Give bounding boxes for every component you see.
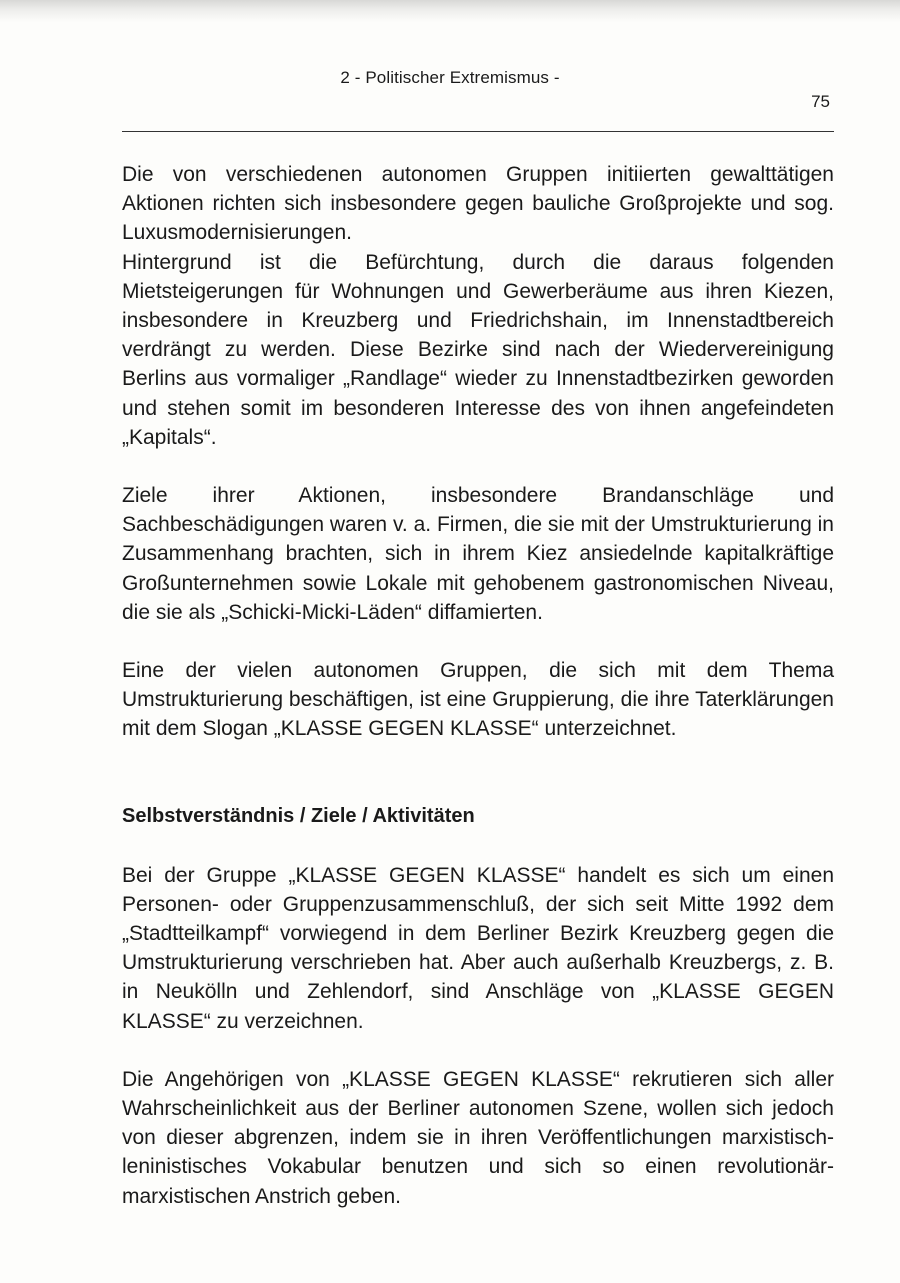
paragraph-background: Hintergrund ist die Befürchtung, durch die daraus folgenden Mietsteigerungen für Wohnungen und Gewerberäume aus ihren Kiezen, insbesondere in Kreuzberg und Friedrichshain, im Innenstadtbereich verdrängt zu werden. Diese Bezirke sind nach der Wiedervereinigung Berlins aus vormaliger „Randlage“ wieder zu Innenstadtbezirken geworden und stehen somit im besonderen Interesse des von ihnen angefeindeten „Kapitals“.	[122, 250, 834, 449]
paragraph-targets: Ziele ihrer Aktionen, insbesondere Brandanschläge und Sachbeschädigungen waren v. a. Firmen, die sie mit der Umstrukturierung in Zusammenhang brachten, sich in ihrem Kiez ansiedelnde kapitalkräftige Großunternehmen sowie Lokale mit gehobenem gastronomischen Niveau, die sie als „Schicki-Micki-Läden“ diffamierten.	[122, 484, 834, 624]
running-header: 2 - Politischer Extremismus -	[340, 68, 560, 87]
scan-edge-shadow	[0, 0, 900, 22]
section-heading: Selbstverständnis / Ziele / Aktivitäten	[122, 804, 475, 827]
header-rule	[122, 131, 834, 132]
body-text	[122, 160, 834, 1211]
paragraph-self-image: Bei der Gruppe „KLASSE GEGEN KLASSE“ handelt es sich um einen Personen- oder Gruppenzusammenschluß, der sich seit Mitte 1992 dem „Stadtteilkampf“ vorwiegend in dem Berliner Bezirk Kreuzberg gegen die Umstrukturierung verschrieben hat. Aber auch außerhalb Kreuzbergs, z. B. in Neukölln und Zehlendorf, sind Anschläge von „KLASSE GEGEN KLASSE“ zu verzeichnen.	[122, 863, 834, 1033]
page-number: 75	[811, 92, 830, 111]
paragraph-intro: Die von verschiedenen autonomen Gruppen initiierten gewalttätigen Aktionen richten sich insbesondere gegen bauliche Großprojekte und sog. Luxusmodernisierungen.	[122, 163, 834, 245]
paragraph-group: Eine der vielen autonomen Gruppen, die sich mit dem Thema Umstrukturierung beschäftigen, ist eine Gruppierung, die ihre Taterklärungen mit dem Slogan „KLASSE GEGEN KLASSE“ unterzeichnet.	[122, 659, 834, 741]
paragraph-members: Die Angehörigen von „KLASSE GEGEN KLASSE“ rekrutieren sich aller Wahrscheinlichkeit aus der Berliner autonomen Szene, wollen sich jedoch von dieser abgrenzen, indem sie in ihren Veröffentlichungen marxistisch-leninistisches Vokabular benutzen und sich so einen revolutionär-marxistischen Anstrich geben.	[122, 1067, 834, 1208]
